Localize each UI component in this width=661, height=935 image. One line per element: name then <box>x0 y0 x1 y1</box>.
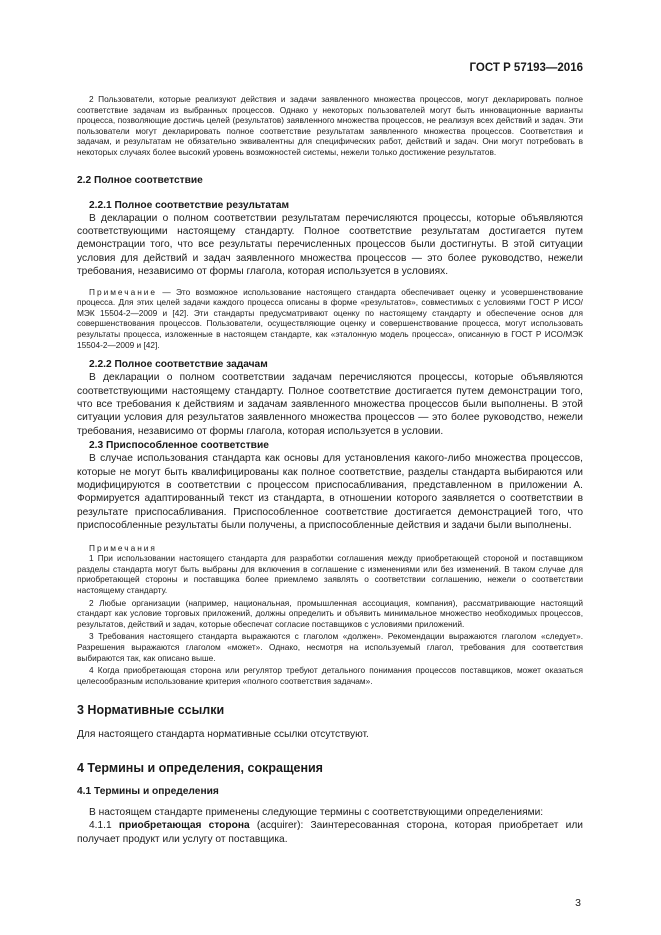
note-2-2-1 <box>77 287 583 351</box>
heading-2-3: 2.3 Приспособленное соответствие <box>89 440 269 452</box>
note-label: Примечание <box>89 286 158 297</box>
heading-2-2-2: 2.2.2 Полное соответствие задачам <box>89 359 268 371</box>
note-2-2-1-text: — Это возможное использование настоящего стандарта обеспечивает оценку и усовершенствование процесса. Для этих целей задачи каждого процесса описаны в форме «результатов», совместимых с условиями ГОСТ Р ИСО/МЭК 15504-2—2009 и [42]. Эти стандарты предусматривают оценку по настоящему стандарту и обеспечение основ для совершенствования процессов. Пользователи, осуществляющие оценку и совершенствование процесса, могут использовать результаты процесса, изложенные в настоящем стандарте, как «эталонную модель процесса», описанную в ГОСТ Р ИСО/МЭК 15504-2—2009 и [42]. <box>77 286 583 350</box>
page-number: 3 <box>575 897 581 909</box>
paragraph-2-2-1: В декларации о полном соответствии результатам перечисляются процессы, которые объявляются соответствующими настоящему стандарту. Полное соответствие результатам достигается путем демонстрации того, что все результаты перечисленных процессов были достигнуты. В этой ситуации условия для действий и задач заявленного множества процессов — это более руководство, нежели требования, независимо от формы глагола, которая используется в условиях. <box>77 212 583 278</box>
notes-item-2: 2 Любые организации (например, национальная, промышленная ассоциация, компания), рассматривающие настоящий стандарт как условие торговых приложений, должны определить и объявить минимальное множество необходимых процессов, результатов, действий и задач, которые обеспечат согласие поставщиков с условиями приложений. <box>77 597 583 629</box>
term-definition: (acquirer): Заинтересованная сторона, которая приобретает или получает продукт или услугу от поставщика. <box>77 820 583 845</box>
term-name: приобретающая сторона <box>118 820 250 832</box>
notes-item-3: 3 Требования настоящего стандарта выражаются с глаголом «должен». Рекомендации выражаются глаголом «следует». Разрешения выражаются глаголом «может». Однако, несмотря на используемый глагол, требования для соответствия выбираются так, как описано выше. <box>77 631 583 663</box>
notes-label: Примечания <box>89 542 157 553</box>
heading-4-1: 4.1 Термины и определения <box>77 785 219 797</box>
term-number: 4.1.1 <box>89 820 119 832</box>
heading-2-2: 2.2 Полное соответствие <box>77 174 203 186</box>
paragraph-3: Для настоящего стандарта нормативные ссылки отсутствуют. <box>77 729 369 741</box>
heading-3: 3 Нормативные ссылки <box>77 703 225 718</box>
paragraph-4-1: В настоящем стандарте применены следующие термины с соответствующими определениями: <box>89 806 544 818</box>
paragraph-2-2-2: В декларации о полном соответствии задачам перечисляются процессы, которые объявляются соответствующими настоящему стандарту. Полное соответствие достигается путем демонстрации того, что все требования к действиям и задачам заявленного множества процессов были выполнены. В этой ситуации условия для результатов заявленного множества процессов — это более руководство, нежели требования, независимо от формы глагола, которая используется в условии. <box>77 372 583 437</box>
notes-item-1: 1 При использовании настоящего стандарта для разработки соглашения между приобретающей стороной и поставщиком разделы стандарта могут быть выбраны для включения в соглашение с изменениями или без изменений. В таком случае для приобретающей стороны и поставщика более приемлемо заявлять о соответствии соглашению, нежели о соответствии настоящему стандарту. <box>77 553 583 595</box>
term-4-1-1 <box>77 819 583 846</box>
paragraph-2-3: В случае использования стандарта как основы для установления какого-либо множества процессов, которые не могут быть квалифицированы как полное соответствие, разделы стандарта выбираются или модифицируются в соответствии с процессом приспосабливания, представленном в приложении А. Формируется адаптированный текст из стандарта, в отношении которого заявляется о соответствии в результате приспосабливания. Приспособленное соответствие достигается демонстрацией того, что приспособленные результаты были получены, а приспособленные действия и задачи были выполнены. <box>77 453 583 532</box>
heading-2-2-1: 2.2.1 Полное соответствие результатам <box>89 199 290 211</box>
heading-4: 4 Термины и определения, сокращения <box>77 760 323 775</box>
page-content <box>77 94 583 846</box>
notes-item-4: 4 Когда приобретающая сторона или регулятор требуют детального понимания процессов поставщиков, может оказаться целесообразным использование критерия «полного соответствия задачам». <box>77 665 583 686</box>
standard-code-header: ГОСТ Р 57193—2016 <box>469 62 583 74</box>
note-2-paragraph: 2 Пользователи, которые реализуют действия и задачи заявленного множества процессов, могут декларировать полное соответствие задачам из выбранных процессов. Однако у некоторых пользователей могут быть инновационные варианты процесса, позволяющие достичь целей (результатов) заявленного множества процессов, не реализуя всех действий и задач. Эти пользователи могут декларировать полное соответствие результатам заявленного множества процессов. Соответствия и задачам, и результатам не обязательно эквивалентны для специфических работ, действий и задач. Они могут потребовать в некоторых случаях более высокий уровень возможностей системы, нежели только достижение результатов. <box>77 94 583 157</box>
